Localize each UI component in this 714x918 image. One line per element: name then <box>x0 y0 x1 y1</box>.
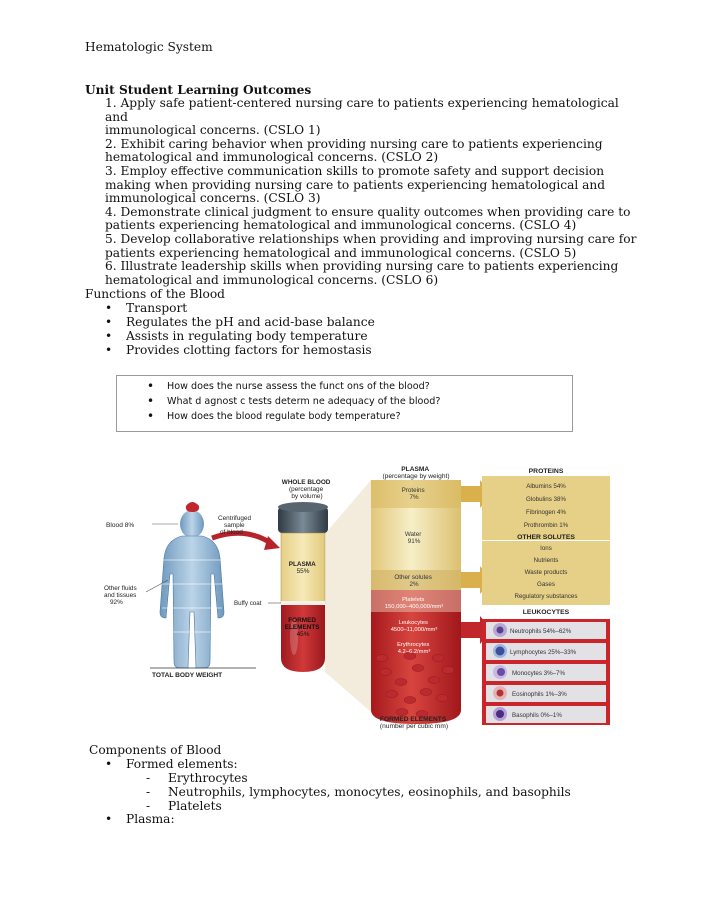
solute-item: Waste products <box>524 569 568 576</box>
leukocyte-item: Basophils 0%–1% <box>512 712 562 719</box>
outcomes-heading: Unit Student Learning Outcomes <box>85 83 312 97</box>
solutes-title: OTHER SOLUTES <box>517 534 575 541</box>
whole-blood-label: WHOLE BLOOD (percentage by volume) <box>281 479 331 500</box>
blood-percent-label: Blood 8% <box>106 522 135 529</box>
outcomes-list <box>105 97 645 287</box>
list-item: • Plasma: <box>105 813 175 827</box>
tube-formed-label: FORMED ELEMENTS 45% <box>284 617 320 638</box>
total-body-weight-label: TOTAL BODY WEIGHT <box>152 672 223 679</box>
centrifuge-tube <box>278 502 328 672</box>
outcome-1: 1. Apply safe patient-centered nursing care to patients experiencing hematological and immunological concerns. (CSLO 1) <box>105 96 619 138</box>
list-item: • Regulates the pH and acid-base balance <box>105 316 375 330</box>
leukocytes-title: LEUKOCYTES <box>522 609 570 616</box>
list-item: - Neutrophils, lymphocytes, monocytes, eosinophils, and basophils <box>146 786 571 800</box>
functions-heading: Functions of the Blood <box>85 287 225 301</box>
other-fluids-label: Other fluids and tissues 92% <box>104 585 137 606</box>
outcome-5: 5. Develop collaborative relationships when providing and improving nursing care for patients experiencing hematological and immunological concerns. (CSLO 5) <box>105 231 637 260</box>
solute-item: Gases <box>537 581 555 588</box>
components-list <box>105 758 238 772</box>
list-item: - Erythrocytes <box>146 772 571 786</box>
plasma-water-label: Water 91% <box>404 531 422 545</box>
leukocyte-item: Lymphocytes 25%–33% <box>510 649 577 656</box>
leukocyte-item: Monocytes 3%–7% <box>512 670 565 677</box>
formed-elements-title: FORMED ELEMENTS (number per cubic mm) <box>379 716 449 730</box>
list-item: - Platelets <box>146 800 571 814</box>
centrifuged-label: Centrifuged sample of blood <box>218 515 252 536</box>
erythrocytes-label: Erythrocytes 4.2–6.2/mm³ <box>397 642 431 655</box>
solute-item: Nutrients <box>533 557 559 564</box>
leukocytes-label: Leukocytes 4500–11,000/mm³ <box>390 620 438 633</box>
solute-item: Regulatory substances <box>514 593 578 600</box>
plasma-solutes-label: Other solutes 2% <box>394 574 432 588</box>
list-item: • Transport <box>105 302 375 316</box>
components-heading: Components of Blood <box>89 743 222 757</box>
protein-item: Globulins 38% <box>526 496 566 503</box>
list-item: • Provides clotting factors for hemostasis <box>105 344 375 358</box>
outcome-6: 6. Illustrate leadership skills when providing nursing care to patients experiencing hematological and immunological concerns. (CSLO 6) <box>105 259 619 287</box>
question-item: • How does the blood regulate body temperature? <box>147 409 440 424</box>
plasma-proteins-label: Proteins 7% <box>401 487 425 501</box>
outcome-3: 3. Employ effective communication skills to promote safety and support decision making when providing nursing care to patients experiencing hematological and immunological concerns. (CSLO 3) <box>105 163 606 206</box>
plasma-title: PLASMA (percentage by weight) <box>382 466 450 480</box>
functions-list <box>105 302 375 358</box>
protein-item: Albumins 54% <box>526 483 566 490</box>
blood-composition-figure <box>96 462 618 734</box>
outcome-2: 2. Exhibit caring behavior when providing nursing care to patients experiencing hematological and immunological concerns. (CSLO 2) <box>105 136 603 165</box>
solute-item: Ions <box>540 545 552 552</box>
platelets-label: Platelets 150,000–400,000/mm³ <box>384 597 444 610</box>
list-item: • Assists in regulating body temperature <box>105 330 375 344</box>
question-item: • How does the nurse assess the funct ons of the blood? <box>147 379 440 394</box>
page-header: Hematologic System <box>85 40 213 54</box>
list-item: • Formed elements: <box>105 758 238 772</box>
tube-plasma-label: PLASMA 55% <box>288 561 316 575</box>
outcome-4: 4. Demonstrate clinical judgment to ensure quality outcomes when providing care to patients experiencing hematological and immunological concerns. (CSLO 4) <box>105 204 631 233</box>
protein-item: Prothrombin 1% <box>523 522 569 529</box>
buffy-coat-label: Buffy coat <box>234 600 262 607</box>
leukocyte-item: Neutrophils 54%–62% <box>510 628 572 635</box>
protein-item: Fibrinogen 4% <box>526 509 566 516</box>
formed-elements-list <box>146 772 571 814</box>
leukocyte-item: Eosinophils 1%–3% <box>512 691 567 698</box>
plasma-list <box>105 813 175 827</box>
proteins-title: PROTEINS <box>528 468 564 475</box>
question-item: • What d agnost c tests determ ne adequacy of the blood? <box>147 394 440 409</box>
questions-box <box>116 375 573 432</box>
